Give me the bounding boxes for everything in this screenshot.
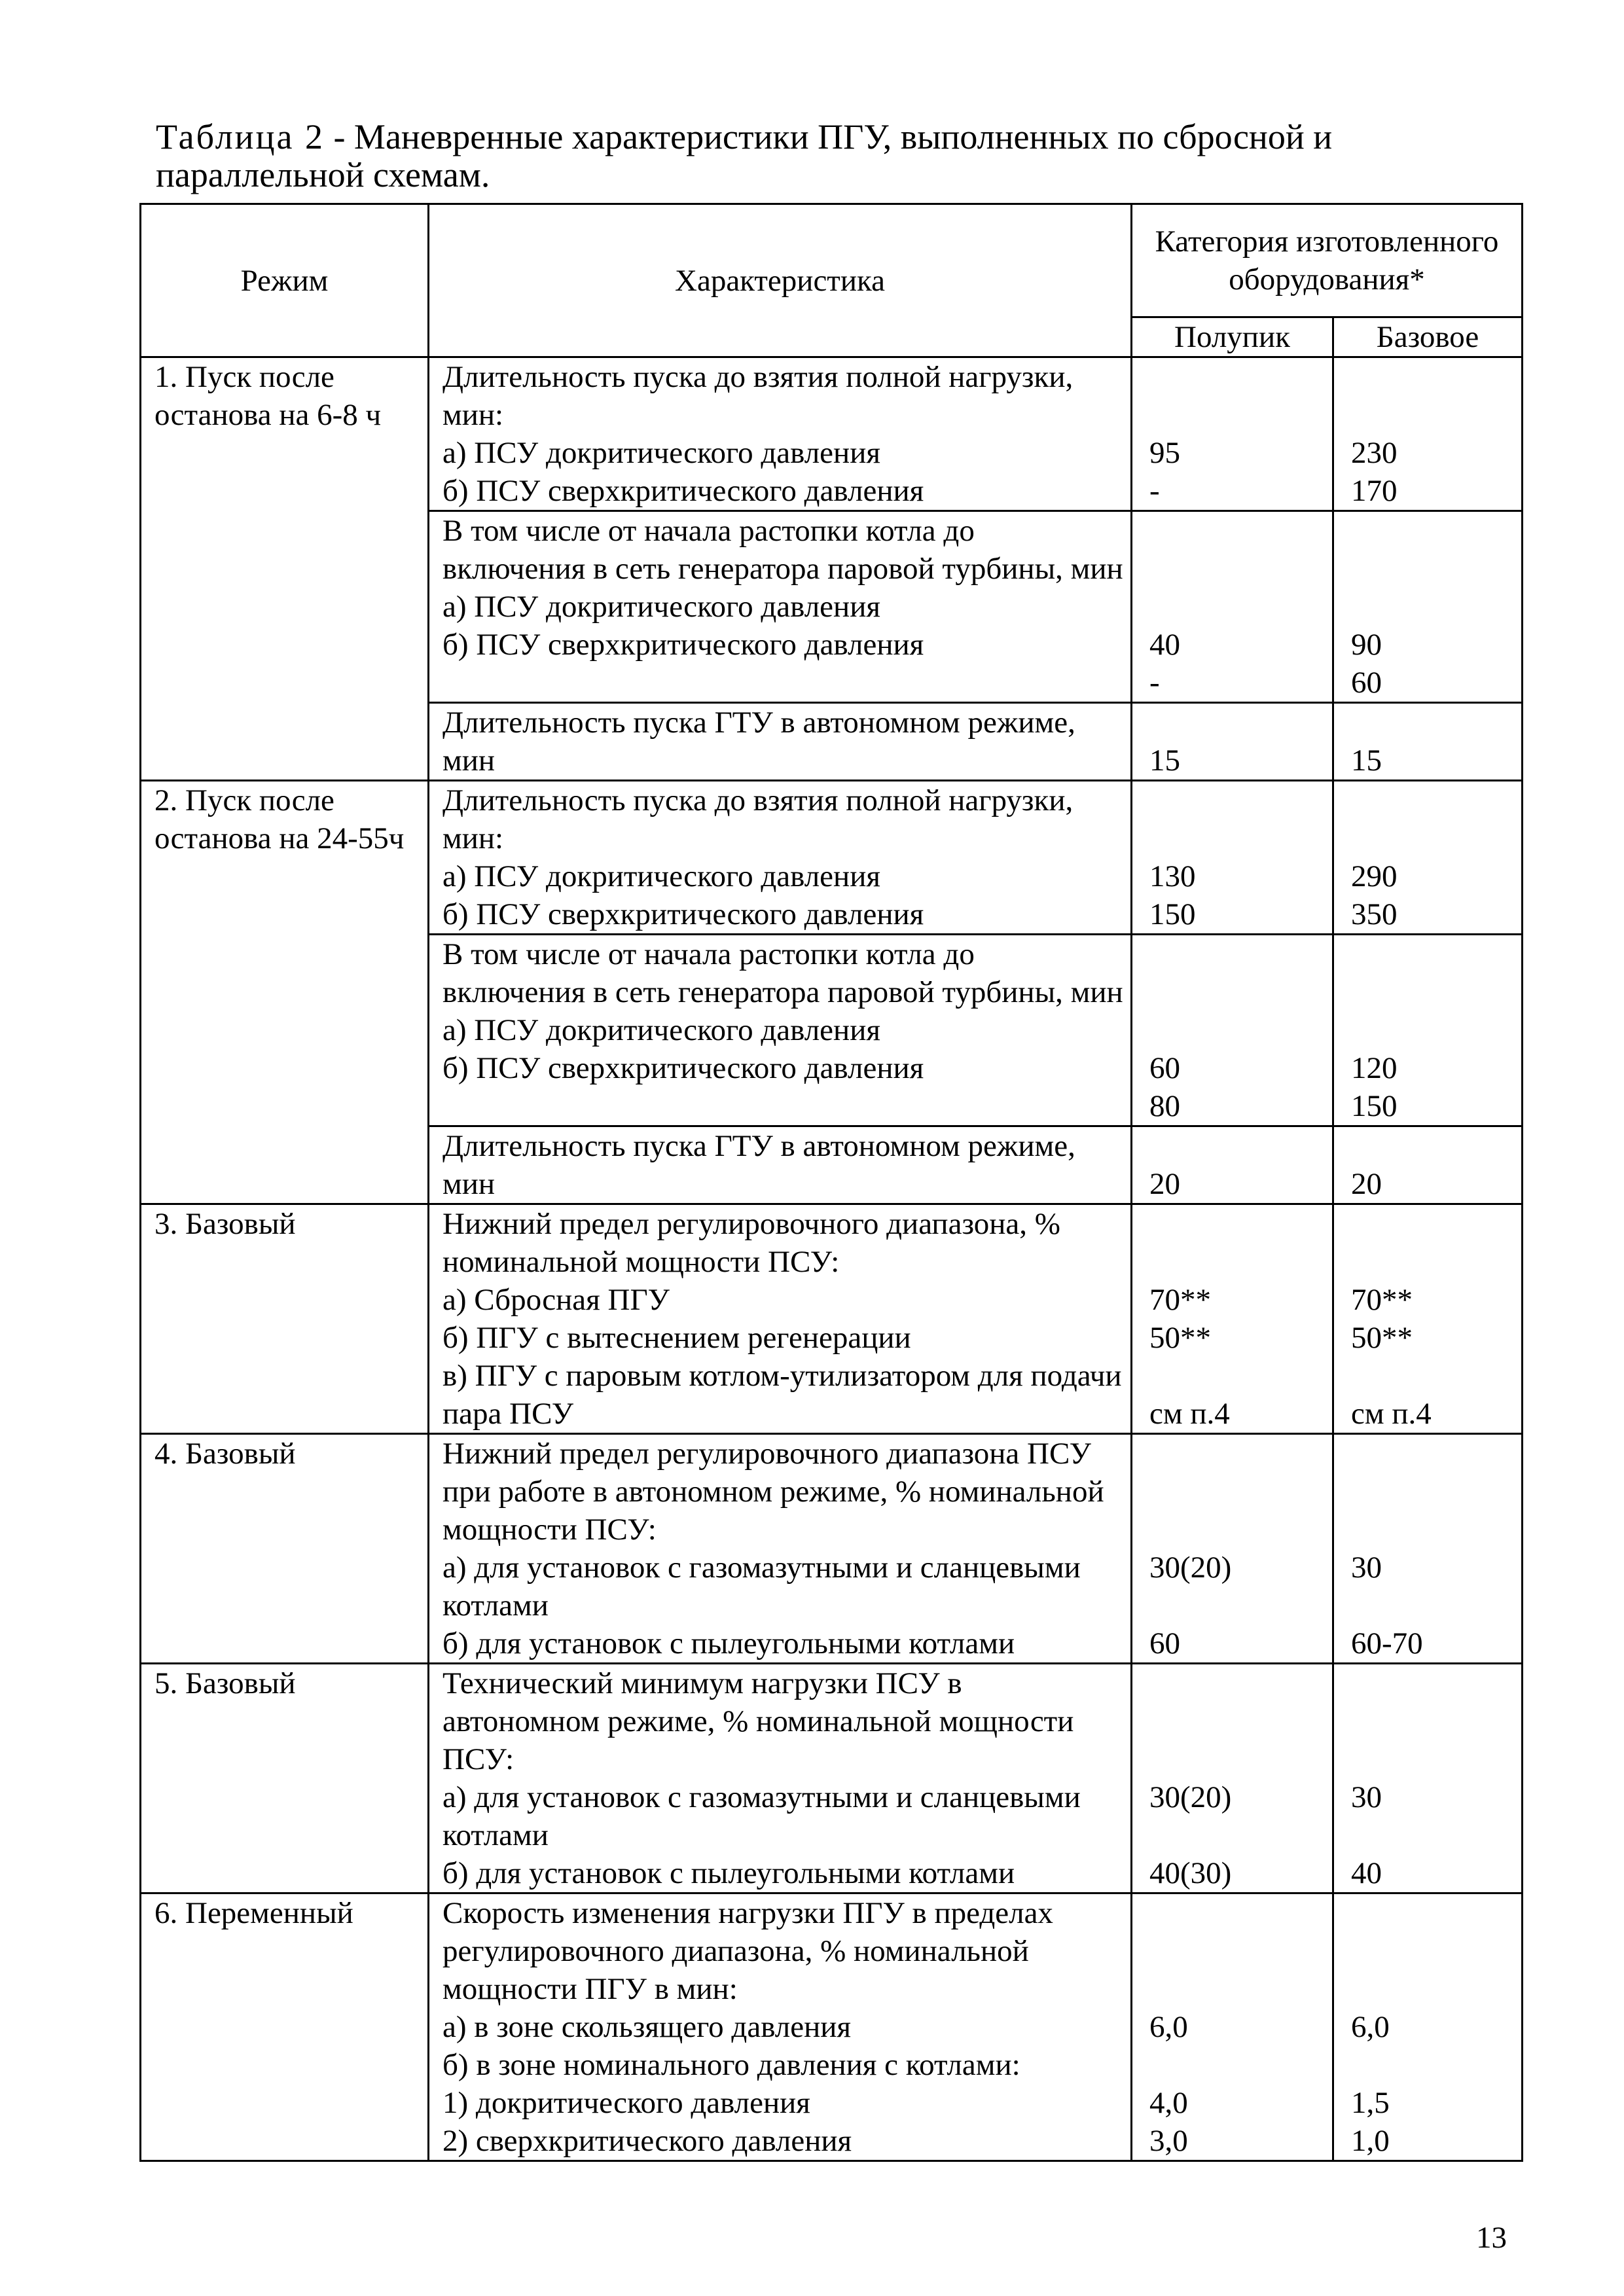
table-row	[141, 1434, 1523, 1664]
characteristic-line: б) ПСУ сверхкритического давления	[442, 1051, 924, 1085]
value-line: -	[1149, 474, 1160, 508]
value-line	[1351, 1587, 1521, 1624]
value-line	[1351, 704, 1521, 742]
value-line: 50**	[1149, 1321, 1211, 1355]
value-line	[1351, 1894, 1521, 1932]
value-line	[1351, 588, 1521, 626]
table-row	[141, 1204, 1523, 1434]
value-line: 40(30)	[1149, 1856, 1232, 1890]
table-header-row	[141, 204, 1523, 317]
value-line	[1351, 2046, 1521, 2084]
base-value-cell	[1333, 935, 1523, 1126]
value-line: 15	[1351, 744, 1382, 778]
characteristic-line: б) для установок с пылеугольными котлами	[442, 1856, 1015, 1890]
value-line	[1351, 1702, 1521, 1740]
semi-peak-value-cell	[1132, 1126, 1333, 1204]
semi-peak-value-cell	[1132, 1434, 1333, 1664]
value-line	[1149, 819, 1332, 857]
value-line: 15	[1149, 744, 1180, 778]
base-value-cell	[1333, 703, 1523, 781]
table-row	[141, 1893, 1523, 2161]
value-line: 50**	[1351, 1321, 1413, 1355]
value-line	[1149, 358, 1332, 396]
value-line	[1149, 1664, 1332, 1702]
characteristic-line: 1) докритического давления	[442, 2086, 810, 2120]
characteristic-line: а) для установок с газомазутными и сланцевыми котлами	[442, 1780, 1081, 1852]
value-line	[1351, 781, 1521, 819]
characteristic-line: б) для установок с пылеугольными котлами	[442, 1626, 1015, 1660]
value-line: 150	[1351, 1089, 1398, 1123]
value-line: 40	[1351, 1856, 1382, 1890]
characteristic-line: а) для установок с газомазутными и сланцевыми котлами	[442, 1551, 1081, 1623]
value-line	[1351, 1435, 1521, 1473]
characteristic-line: а) Сбросная ПГУ	[442, 1283, 670, 1317]
value-line: 30(20)	[1149, 1551, 1232, 1585]
characteristic-line: б) ПГУ с вытеснением регенерации	[442, 1321, 911, 1355]
header-category: Категория изготовленного оборудования*	[1132, 204, 1523, 317]
characteristic-line: а) ПСУ докритического давления	[442, 590, 880, 624]
characteristic-cell	[429, 781, 1132, 935]
table-caption-text: - Маневренные характеристики ПГУ, выполненных по сбросной и параллельной схемам.	[156, 117, 1333, 194]
mode-cell: 6. Переменный	[141, 1893, 429, 2161]
value-line	[1351, 358, 1521, 396]
value-line	[1149, 973, 1332, 1011]
mode-cell: 1. Пуск после останова на 6-8 ч	[141, 357, 429, 781]
value-line	[1149, 1816, 1332, 1854]
value-line: см п.4	[1149, 1397, 1230, 1431]
value-line	[1351, 1511, 1521, 1549]
value-line	[1351, 550, 1521, 588]
value-line	[1149, 396, 1332, 434]
value-line	[1149, 935, 1332, 973]
value-line	[1149, 588, 1332, 626]
characteristic-cell	[429, 357, 1132, 511]
value-line: см п.4	[1351, 1397, 1432, 1431]
table-row	[141, 357, 1523, 511]
value-line	[1351, 1816, 1521, 1854]
value-line: 90	[1351, 628, 1382, 662]
header-base: Базовое	[1333, 317, 1523, 357]
characteristic-line: б) в зоне номинального давления с котлами:	[442, 2048, 1020, 2082]
value-line: 95	[1149, 436, 1180, 470]
value-line: 70**	[1149, 1283, 1211, 1317]
value-line	[1149, 1435, 1332, 1473]
value-line	[1351, 935, 1521, 973]
base-value-cell	[1333, 1893, 1523, 2161]
value-line: 30(20)	[1149, 1780, 1232, 1814]
value-line	[1149, 1702, 1332, 1740]
value-line	[1351, 1664, 1521, 1702]
characteristic-line: Длительность пуска до взятия полной нагрузки, мин:	[442, 783, 1074, 855]
characteristic-cell	[429, 1664, 1132, 1893]
semi-peak-value-cell	[1132, 703, 1333, 781]
value-line	[1149, 1932, 1332, 1970]
value-line	[1149, 1587, 1332, 1624]
characteristic-cell	[429, 1204, 1132, 1434]
characteristic-line: а) ПСУ докритического давления	[442, 1013, 880, 1047]
characteristic-cell	[429, 511, 1132, 703]
characteristic-cell	[429, 1893, 1132, 2161]
table-caption	[156, 118, 1517, 194]
header-semi-peak: Полупик	[1132, 317, 1333, 357]
value-line: 60	[1149, 1626, 1180, 1660]
characteristic-line: Нижний предел регулировочного диапазона, % номинальной мощности ПСУ:	[442, 1207, 1060, 1279]
semi-peak-value-cell	[1132, 781, 1333, 935]
characteristic-line: б) ПСУ сверхкритического давления	[442, 897, 924, 931]
characteristic-line: Скорость изменения нагрузки ПГУ в пределах регулировочного диапазона, % номинальной мощности ПГУ в мин:	[442, 1896, 1053, 2006]
value-line: 130	[1149, 859, 1196, 893]
characteristic-line: в) ПГУ с паровым котлом-утилизатором для подачи пара ПСУ	[442, 1359, 1122, 1431]
value-line	[1149, 1357, 1332, 1395]
value-line	[1149, 1894, 1332, 1932]
value-line	[1351, 1740, 1521, 1778]
value-line: 1,5	[1351, 2086, 1390, 2120]
value-line	[1351, 396, 1521, 434]
value-line	[1351, 1473, 1521, 1511]
characteristic-line: б) ПСУ сверхкритического давления	[442, 474, 924, 508]
value-line: 3,0	[1149, 2124, 1188, 2158]
value-line: 20	[1149, 1167, 1180, 1201]
value-line: 6,0	[1351, 2010, 1390, 2044]
mode-cell: 4. Базовый	[141, 1434, 429, 1664]
base-value-cell	[1333, 1664, 1523, 1893]
characteristic-line: а) ПСУ докритического давления	[442, 859, 880, 893]
base-value-cell	[1333, 1126, 1523, 1204]
page-number: 13	[1476, 2221, 1507, 2255]
value-line: 80	[1149, 1089, 1180, 1123]
base-value-cell	[1333, 781, 1523, 935]
characteristic-line: Длительность пуска до взятия полной нагрузки, мин:	[442, 360, 1074, 432]
value-line: 290	[1351, 859, 1398, 893]
value-line	[1149, 1740, 1332, 1778]
characteristic-cell	[429, 1126, 1132, 1204]
characteristic-line: В том числе от начала растопки котла до включения в сеть генератора паровой турбины, мин	[442, 514, 1123, 586]
semi-peak-value-cell	[1132, 511, 1333, 703]
value-line	[1149, 704, 1332, 742]
base-value-cell	[1333, 1204, 1523, 1434]
value-line: 120	[1351, 1051, 1398, 1085]
characteristic-line: Длительность пуска ГТУ в автономном режиме, мин	[442, 1129, 1075, 1201]
value-line: 30	[1351, 1780, 1382, 1814]
value-line	[1149, 1473, 1332, 1511]
value-line	[1149, 1011, 1332, 1049]
value-line	[1351, 1357, 1521, 1395]
characteristic-cell	[429, 703, 1132, 781]
characteristic-line: В том числе от начала растопки котла до включения в сеть генератора паровой турбины, мин	[442, 937, 1123, 1009]
table-row	[141, 1664, 1523, 1893]
value-line	[1351, 512, 1521, 550]
value-line	[1351, 1127, 1521, 1165]
value-line: 1,0	[1351, 2124, 1390, 2158]
value-line	[1149, 781, 1332, 819]
characteristic-line: 2) сверхкритического давления	[442, 2124, 852, 2158]
value-line	[1149, 1205, 1332, 1243]
value-line: 6,0	[1149, 2010, 1188, 2044]
base-value-cell	[1333, 357, 1523, 511]
value-line	[1351, 819, 1521, 857]
value-line: 70**	[1351, 1283, 1413, 1317]
value-line	[1351, 1011, 1521, 1049]
semi-peak-value-cell	[1132, 1204, 1333, 1434]
semi-peak-value-cell	[1132, 1893, 1333, 2161]
value-line	[1149, 512, 1332, 550]
value-line	[1351, 1932, 1521, 1970]
value-line: 60-70	[1351, 1626, 1423, 1660]
mode-cell: 5. Базовый	[141, 1664, 429, 1893]
value-line	[1149, 550, 1332, 588]
value-line	[1149, 1127, 1332, 1165]
semi-peak-value-cell	[1132, 935, 1333, 1126]
characteristic-line: Нижний предел регулировочного диапазона ПСУ при работе в автономном режиме, % номинальной мощности ПСУ:	[442, 1437, 1104, 1547]
value-line	[1351, 1243, 1521, 1281]
header-characteristic: Характеристика	[429, 204, 1132, 357]
value-line	[1351, 1970, 1521, 2008]
characteristic-line: Технический минимум нагрузки ПСУ в автономном режиме, % номинальной мощности ПСУ:	[442, 1666, 1074, 1776]
value-line: 150	[1149, 897, 1196, 931]
table-row	[141, 781, 1523, 935]
value-line: 60	[1149, 1051, 1180, 1085]
value-line: 60	[1351, 666, 1382, 700]
characteristic-line: а) ПСУ докритического давления	[442, 436, 880, 470]
maneuverability-table	[139, 203, 1523, 2162]
mode-cell: 3. Базовый	[141, 1204, 429, 1434]
characteristic-line: а) в зоне скользящего давления	[442, 2010, 852, 2044]
value-line: 170	[1351, 474, 1398, 508]
value-line: 40	[1149, 628, 1180, 662]
value-line: 30	[1351, 1551, 1382, 1585]
table-caption-prefix: Таблица 2	[156, 117, 325, 156]
value-line	[1149, 2046, 1332, 2084]
value-line	[1351, 1205, 1521, 1243]
value-line: 350	[1351, 897, 1398, 931]
semi-peak-value-cell	[1132, 357, 1333, 511]
value-line: 4,0	[1149, 2086, 1188, 2120]
value-line: 230	[1351, 436, 1398, 470]
value-line: -	[1149, 666, 1160, 700]
value-line	[1149, 1511, 1332, 1549]
base-value-cell	[1333, 1434, 1523, 1664]
characteristic-cell	[429, 1434, 1132, 1664]
header-mode: Режим	[141, 204, 429, 357]
mode-cell: 2. Пуск после останова на 24-55ч	[141, 781, 429, 1204]
value-line	[1149, 1970, 1332, 2008]
value-line: 20	[1351, 1167, 1382, 1201]
characteristic-line: б) ПСУ сверхкритического давления	[442, 628, 924, 662]
value-line	[1351, 973, 1521, 1011]
characteristic-cell	[429, 935, 1132, 1126]
base-value-cell	[1333, 511, 1523, 703]
table-body	[141, 357, 1523, 2161]
characteristic-line: Длительность пуска ГТУ в автономном режиме, мин	[442, 706, 1075, 778]
value-line	[1149, 1243, 1332, 1281]
semi-peak-value-cell	[1132, 1664, 1333, 1893]
